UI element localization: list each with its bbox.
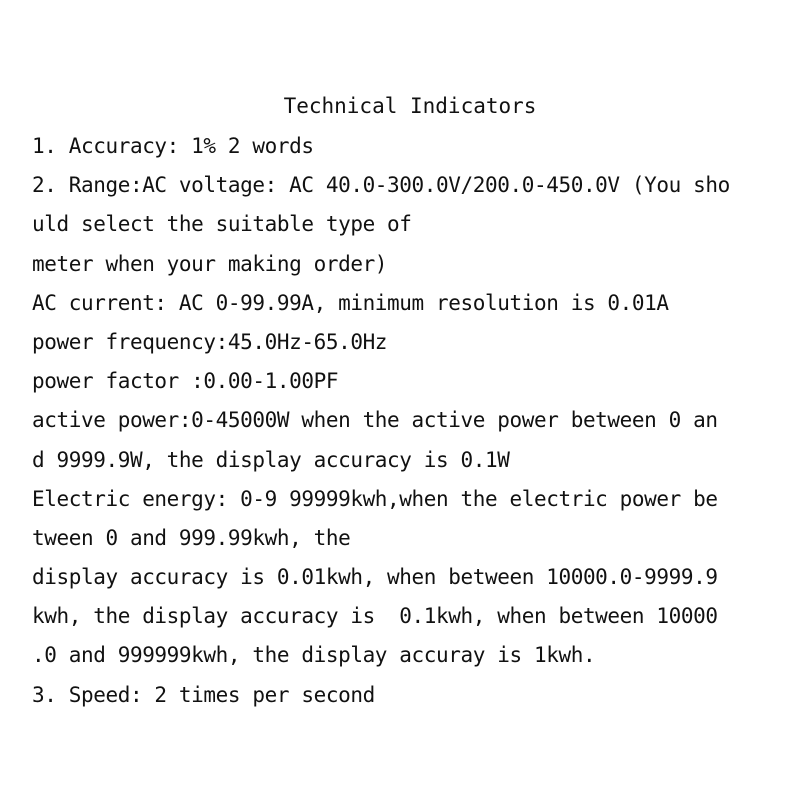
document-title: Technical Indicators <box>283 94 537 118</box>
indicator-lines <box>32 131 772 719</box>
text-line: meter when your making order) <box>32 251 388 276</box>
text-line: 3. Speed: 2 times per second <box>32 682 375 707</box>
text-line: uld select the suitable type of <box>32 212 412 237</box>
text-line: kwh, the display accuracy is 0.1kwh, when between 10000 <box>32 604 718 629</box>
text-line: display accuracy is 0.01kwh, when between 10000.0-9999.9 <box>32 565 718 590</box>
text-line: tween 0 and 999.99kwh, the <box>32 525 351 550</box>
text-line: 2. Range:AC voltage: AC 40.0-300.0V/200.0-450.0V (You sho <box>32 173 730 198</box>
text-line: AC current: AC 0-99.99A, minimum resolution is 0.01A <box>32 290 669 315</box>
text-line: .0 and 999999kwh, the display accuray is 1kwh. <box>32 643 596 668</box>
text-line: Electric energy: 0-9 99999kwh,when the electric power be <box>32 486 718 511</box>
text-line: d 9999.9W, the display accuracy is 0.1W <box>32 447 510 472</box>
text-line: active power:0-45000W when the active power between 0 an <box>32 408 718 433</box>
text-line: power frequency:45.0Hz-65.0Hz <box>32 329 388 354</box>
text-line: power factor :0.00-1.00PF <box>32 369 339 394</box>
text-line: 1. Accuracy: 1% 2 words <box>32 134 314 158</box>
